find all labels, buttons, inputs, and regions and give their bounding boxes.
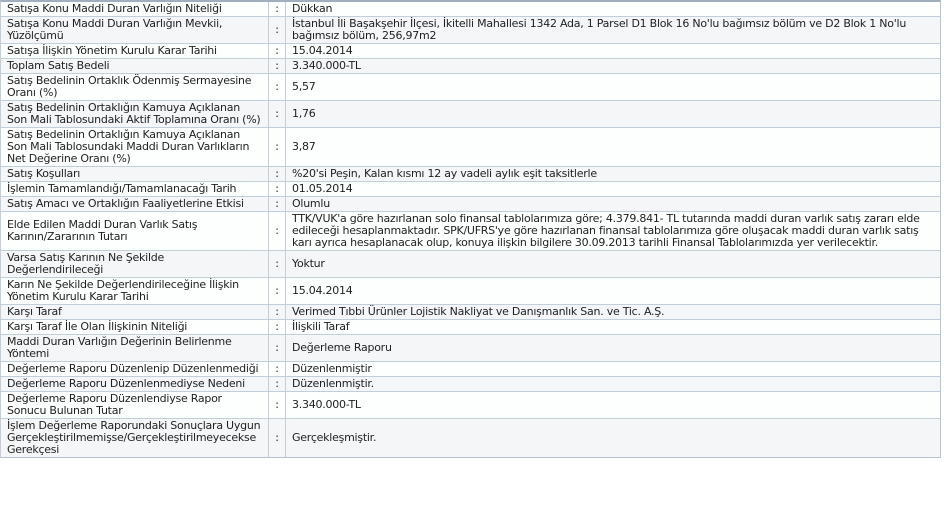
row-colon-separator: :	[269, 419, 286, 457]
row-label: Maddi Duran Varlığın Değerinin Belirlenme Yöntemi	[1, 335, 269, 361]
row-colon-separator: :	[269, 335, 286, 361]
row-label: Toplam Satış Bedeli	[1, 59, 269, 73]
row-label: Değerleme Raporu Düzenlendiyse Rapor Sonucu Bulunan Tutar	[1, 392, 269, 418]
row-value: Gerçekleşmiştir.	[292, 431, 377, 444]
row-colon-separator: :	[269, 362, 286, 376]
table-row	[1, 181, 940, 196]
row-colon-separator: :	[269, 278, 286, 304]
row-colon-separator: :	[269, 182, 286, 196]
table-row	[1, 43, 940, 58]
row-label: Varsa Satış Karının Ne Şekilde Değerlendirileceği	[1, 251, 269, 277]
row-colon-separator: :	[269, 377, 286, 391]
row-label: Satış Bedelinin Ortaklık Ödenmiş Sermayesine Oranı (%)	[1, 74, 269, 100]
row-label: Satışa Konu Maddi Duran Varlığın Niteliği	[1, 2, 269, 16]
table-row	[1, 196, 940, 211]
row-colon-separator: :	[269, 44, 286, 58]
row-label: Satış Koşulları	[1, 167, 269, 181]
row-value: Dükkan	[292, 2, 333, 15]
row-label: İşlem Değerleme Raporundaki Sonuçlara Uygun Gerçekleştirilmemişse/Gerçekleştirilmeyecekse Gerekçesi	[1, 419, 269, 457]
row-value: İlişkili Taraf	[292, 320, 350, 333]
row-colon-separator: :	[269, 305, 286, 319]
row-colon-separator: :	[269, 212, 286, 250]
table-row	[1, 376, 940, 391]
row-label: Karşı Taraf	[1, 305, 269, 319]
row-colon-separator: :	[269, 320, 286, 334]
row-value: İstanbul İli Başakşehir İlçesi, İkitelli Mahallesi 1342 Ada, 1 Parsel D1 Blok 16 No'lu bağımsız bölüm ve D2 Blok 1 No'lu bağımsız bölüm, 256,97m2	[292, 17, 907, 42]
row-colon-separator: :	[269, 74, 286, 100]
table-row	[1, 166, 940, 181]
table-row	[1, 319, 940, 334]
row-value: 15.04.2014	[292, 284, 353, 297]
row-value: 15.04.2014	[292, 44, 353, 57]
row-value: 01.05.2014	[292, 182, 353, 195]
row-colon-separator: :	[269, 128, 286, 166]
row-label: Satış Amacı ve Ortaklığın Faaliyetlerine Etkisi	[1, 197, 269, 211]
row-label: Satışa İlişkin Yönetim Kurulu Karar Tarihi	[1, 44, 269, 58]
row-value: Düzenlenmiştir	[292, 362, 372, 375]
row-value: 3.340.000-TL	[292, 59, 361, 72]
table-row	[1, 304, 940, 319]
table-row	[1, 361, 940, 376]
table-row	[1, 211, 940, 250]
row-colon-separator: :	[269, 167, 286, 181]
row-value: %20'si Peşin, Kalan kısmı 12 ay vadeli aylık eşit taksitlerle	[292, 167, 597, 180]
row-label: Değerleme Raporu Düzenlenip Düzenlenmediği	[1, 362, 269, 376]
table-row	[1, 127, 940, 166]
row-value: 3,87	[292, 140, 316, 153]
table-row	[1, 16, 940, 43]
row-value: 3.340.000-TL	[292, 398, 361, 411]
row-label: Karın Ne Şekilde Değerlendirileceğine İlişkin Yönetim Kurulu Karar Tarihi	[1, 278, 269, 304]
row-colon-separator: :	[269, 251, 286, 277]
table-row	[1, 100, 940, 127]
row-label: Karşı Taraf İle Olan İlişkinin Niteliği	[1, 320, 269, 334]
row-colon-separator: :	[269, 197, 286, 211]
table-row	[1, 418, 940, 457]
row-label: Satış Bedelinin Ortaklığın Kamuya Açıklanan Son Mali Tablosundaki Aktif Toplamına Oranı (%)	[1, 101, 269, 127]
table-row	[1, 2, 940, 16]
row-colon-separator: :	[269, 2, 286, 16]
row-colon-separator: :	[269, 101, 286, 127]
table-row	[1, 334, 940, 361]
table-row	[1, 277, 940, 304]
row-label: İşlemin Tamamlandığı/Tamamlanacağı Tarih	[1, 182, 269, 196]
table-row	[1, 58, 940, 73]
table-row	[1, 73, 940, 100]
table-row	[1, 391, 940, 418]
table-row	[1, 250, 940, 277]
row-label: Değerleme Raporu Düzenlenmediyse Nedeni	[1, 377, 269, 391]
row-value: 1,76	[292, 107, 316, 120]
row-value: TTK/VUK'a göre hazırlanan solo finansal tablolarımıza göre; 4.379.841- TL tutarında maddi duran varlık satış zararı elde edileceği hesaplanmaktadır. SPK/UFRS'ye göre hazırlanan finansal tablolarımıza göre oluşacak maddi duran varlık satış karı ayrıca hesaplanacak olup, konuya ilişkin bilgilere 30.09.2013 tarihli Finansal Tablolarımızda yer verilecektir.	[292, 212, 920, 249]
row-label: Satışa Konu Maddi Duran Varlığın Mevkii, Yüzölçümü	[1, 17, 269, 43]
row-value: Düzenlenmiştir.	[292, 377, 374, 390]
row-label: Elde Edilen Maddi Duran Varlık Satış Karının/Zararının Tutarı	[1, 212, 269, 250]
row-value: Yoktur	[292, 257, 325, 270]
row-colon-separator: :	[269, 392, 286, 418]
row-colon-separator: :	[269, 17, 286, 43]
row-colon-separator: :	[269, 59, 286, 73]
row-value: 5,57	[292, 80, 316, 93]
row-label: Satış Bedelinin Ortaklığın Kamuya Açıklanan Son Mali Tablosundaki Maddi Duran Varlıkların Net Değerine Oranı (%)	[1, 128, 269, 166]
row-value: Değerleme Raporu	[292, 341, 392, 354]
row-value: Verimed Tıbbi Ürünler Lojistik Nakliyat ve Danışmanlık San. ve Tic. A.Ş.	[292, 305, 665, 318]
row-value: Olumlu	[292, 197, 330, 210]
